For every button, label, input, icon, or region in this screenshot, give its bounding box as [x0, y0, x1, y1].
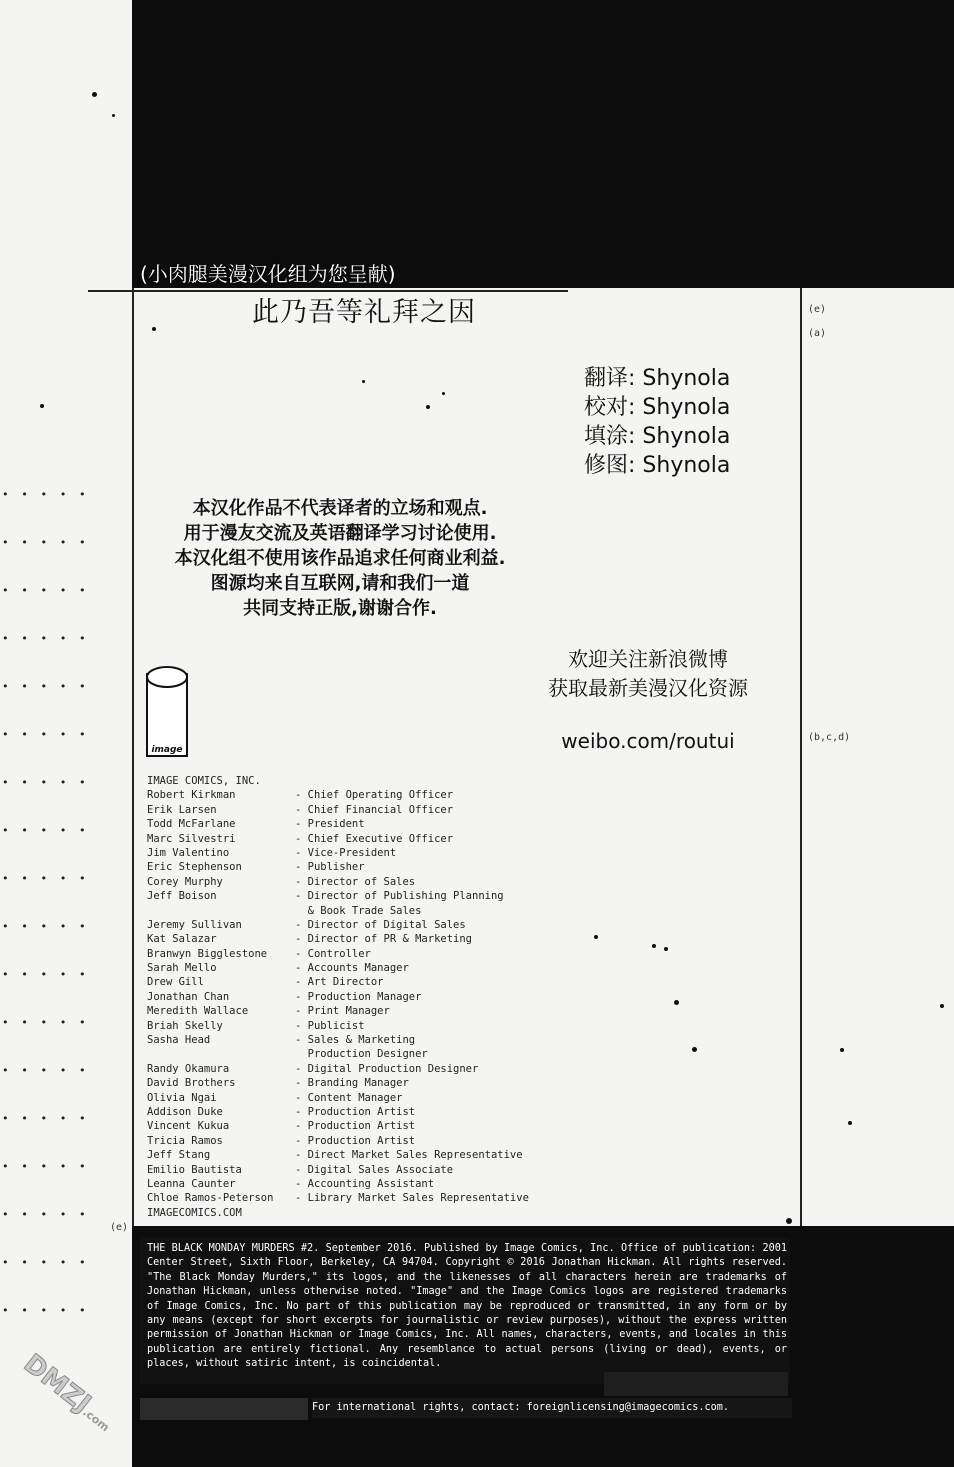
staff-role: - Publisher	[295, 861, 365, 874]
edge-label-e-bottom: (e)	[110, 1222, 129, 1233]
credit-name: Shynola	[642, 395, 731, 420]
staff-row	[147, 961, 409, 975]
redaction-bar	[604, 1372, 788, 1396]
staff-row	[147, 1148, 523, 1162]
staff-name: Addison Duke	[147, 1105, 223, 1118]
dot-row: • • • • •	[2, 680, 89, 693]
staff-role: - Director of PR & Marketing	[295, 933, 473, 946]
staff-row	[147, 1019, 365, 1033]
staff-name: Corey Murphy	[147, 875, 223, 888]
staff-name: Robert Kirkman	[147, 789, 236, 802]
staff-name: Sarah Mello	[147, 962, 217, 975]
staff-name: IMAGECOMICS.COM	[147, 1206, 242, 1219]
dot-row: • • • • •	[2, 1016, 89, 1029]
staff-role: - Content Manager	[295, 1091, 403, 1104]
staff-name: Jim Valentino	[147, 846, 230, 859]
staff-row	[147, 975, 384, 989]
staff-name: Drew Gill	[147, 976, 204, 989]
dot-row: • • • • •	[2, 1064, 89, 1077]
staff-role: - Chief Executive Officer	[295, 832, 454, 845]
staff-role: - Chief Operating Officer	[295, 789, 454, 802]
weibo-promo	[530, 645, 766, 753]
staff-row	[147, 932, 473, 946]
staff-row	[147, 1033, 416, 1047]
redaction-bar	[140, 1398, 308, 1420]
staff-name: Meredith Wallace	[147, 1005, 249, 1018]
staff-role: - Production Manager	[295, 990, 422, 1003]
staff-role: - Accounts Manager	[295, 962, 409, 975]
dot-row: • • • • •	[2, 872, 89, 885]
speckle	[152, 327, 156, 331]
disclaimer-line: 本汉化作品不代表译者的立场和观点.	[192, 498, 488, 519]
speckle	[664, 947, 668, 951]
page-title: 此乃吾等礼拜之因	[252, 297, 476, 328]
dot-row: • • • • •	[2, 488, 89, 501]
staff-role: - Chief Financial Officer	[295, 803, 454, 816]
staff-row	[147, 846, 397, 860]
staff-row	[147, 1047, 428, 1061]
edge-label-e: (e)	[808, 304, 827, 315]
staff-role: - Library Market Sales Representative	[295, 1192, 529, 1205]
staff-name: Vincent Kukua	[147, 1120, 230, 1133]
staff-role: - Branding Manager	[295, 1077, 409, 1090]
staff-row	[147, 1191, 529, 1205]
dot-row: • • • • •	[2, 968, 89, 981]
speckle	[112, 114, 115, 117]
dot-row: • • • • •	[2, 1208, 89, 1221]
weibo-line-2: 获取最新美漫汉化资源	[548, 676, 748, 700]
dot-row: • • • • •	[2, 776, 89, 789]
staff-name: Leanna Caunter	[147, 1177, 236, 1190]
staff-row	[147, 1119, 416, 1133]
staff-row	[147, 1206, 261, 1220]
staff-row	[147, 803, 454, 817]
dot-row: • • • • •	[2, 632, 89, 645]
dot-row: • • • • •	[2, 584, 89, 597]
disclaimer-line: 共同支持正版,谢谢合作.	[243, 598, 437, 619]
speckle	[840, 1048, 844, 1052]
credit-name: Shynola	[642, 424, 731, 449]
speckle	[692, 1047, 697, 1052]
dot-row: • • • • •	[2, 920, 89, 933]
staff-row	[147, 904, 422, 918]
staff-role: - Production Artist	[295, 1120, 416, 1133]
company-heading: IMAGE COMICS, INC.	[147, 775, 261, 787]
staff-row	[147, 832, 454, 846]
staff-role: - Production Artist	[295, 1105, 416, 1118]
edge-label-bcd: (b,c,d)	[808, 732, 851, 743]
staff-role: - Controller	[295, 947, 371, 960]
speckle	[674, 1000, 679, 1005]
speckle	[848, 1121, 852, 1125]
speckle	[442, 392, 445, 395]
scanlation-group-name: (小肉腿美漫汉化组为您呈献)	[140, 262, 396, 286]
staff-role: - Sales & Marketing	[295, 1034, 416, 1047]
speckle	[652, 944, 656, 948]
staff-row	[147, 1062, 479, 1076]
staff-row	[147, 875, 416, 889]
staff-role: - Direct Market Sales Representative	[295, 1149, 523, 1162]
staff-row	[147, 1134, 416, 1148]
site-watermark	[18, 1349, 120, 1438]
staff-name: Olivia Ngai	[147, 1091, 217, 1104]
staff-name: Jeremy Sullivan	[147, 918, 242, 931]
image-comics-logo	[146, 666, 188, 758]
staff-name: Branwyn Bigglestone	[147, 947, 268, 960]
staff-row	[147, 817, 365, 831]
speckle	[786, 1218, 792, 1224]
staff-role: - Accounting Assistant	[295, 1177, 435, 1190]
staff-row	[147, 1091, 403, 1105]
dot-row: • • • • •	[2, 1304, 89, 1317]
dot-row: • • • • •	[2, 1256, 89, 1269]
staff-name: Randy Okamura	[147, 1062, 230, 1075]
credit-label: 校对	[584, 395, 629, 420]
speckle	[594, 935, 598, 939]
speckle	[362, 380, 365, 383]
disclaimer-line: 本汉化组不使用该作品追求任何商业利益.	[174, 548, 506, 569]
staff-role: - Director of Digital Sales	[295, 918, 466, 931]
dot-row: • • • • •	[2, 824, 89, 837]
staff-name: Tricia Ramos	[147, 1134, 223, 1147]
staff-row	[147, 889, 504, 903]
credit-name: Shynola	[642, 366, 731, 391]
staff-row	[147, 1163, 454, 1177]
staff-name: Sasha Head	[147, 1034, 211, 1047]
staff-role: - Director of Sales	[295, 875, 416, 888]
left-border-line	[132, 288, 134, 1228]
staff-role: - Print Manager	[295, 1005, 390, 1018]
staff-name: Jonathan Chan	[147, 990, 230, 1003]
staff-row	[147, 947, 371, 961]
top-black-band	[132, 0, 954, 288]
disclaimer-line: 图源均来自互联网,请和我们一道	[210, 573, 470, 594]
dot-row: • • • • •	[2, 536, 89, 549]
credit-label: 修图	[584, 453, 629, 478]
staff-name: Chloe Ramos-Peterson	[147, 1192, 274, 1205]
staff-row	[147, 990, 422, 1004]
legal-notice: THE BLACK MONDAY MURDERS #2. September 2016. Published by Image Comics, Inc. Office of publication: 2001 Center Street, Sixth Floor, Berkeley, CA 94704. Copyright © 2016 Jonathan Hickman. All rights reserved. "The Black Monday Murders," its logos, and the likenesses of all characters herein are trademarks of Jonathan Hickman, unless otherwise noted. "Image" and the Image Comics logos are registered trademarks of Image Comics, Inc. No part of this publication may be reproduced or transmitted, in any form or by any means (except for short excerpts for journalistic or review purposes), without the express written permission of Jonathan Hickman or Image Comics, Inc. All names, characters, events, and locales in this publication are entirely fictional. Any resemblance to actual persons (living or dead), events, or places, without satiric intent, is coincidental.	[147, 1243, 787, 1370]
staff-role: Production Designer	[295, 1048, 428, 1061]
dot-row: • • • • •	[2, 1112, 89, 1125]
staff-row	[147, 788, 454, 802]
staff-name: Jeff Boison	[147, 890, 217, 903]
credit-label: 填涂	[584, 424, 629, 449]
credit-label: 翻译	[584, 366, 629, 391]
edge-label-a: (a)	[808, 328, 827, 339]
staff-name: Marc Silvestri	[147, 832, 236, 845]
staff-row	[147, 1177, 435, 1191]
staff-role: - Production Artist	[295, 1134, 416, 1147]
speckle	[940, 1004, 944, 1008]
staff-row	[147, 1004, 390, 1018]
rights-contact: For international rights, contact: foreignlicensing@imagecomics.com.	[312, 1398, 792, 1418]
credit-row: 修图: Shynola	[584, 453, 731, 478]
staff-row	[147, 1105, 416, 1119]
credit-name: Shynola	[642, 453, 731, 478]
speckle	[92, 92, 97, 97]
staff-row	[147, 918, 466, 932]
translation-credits	[584, 364, 730, 480]
disclaimer	[150, 496, 530, 621]
staff-name: Emilio Bautista	[147, 1163, 242, 1176]
staff-role: - Digital Sales Associate	[295, 1163, 454, 1176]
weibo-link[interactable]: weibo.com/routui	[561, 729, 735, 753]
staff-role: - Vice-President	[295, 846, 397, 859]
staff-role: - Art Director	[295, 976, 384, 989]
staff-name: David Brothers	[147, 1077, 236, 1090]
credit-row: 翻译: Shynola	[584, 366, 731, 391]
staff-name: Eric Stephenson	[147, 861, 242, 874]
dot-row: • • • • •	[2, 728, 89, 741]
watermark-sub: .com	[80, 1405, 112, 1435]
staff-name: Jeff Stang	[147, 1149, 211, 1162]
right-border-line	[800, 288, 802, 1228]
staff-role: - Publicist	[295, 1019, 365, 1032]
speckle	[426, 405, 430, 409]
credit-row: 校对: Shynola	[584, 395, 731, 420]
staff-name: Briah Skelly	[147, 1019, 223, 1032]
staff-name: Erik Larsen	[147, 803, 217, 816]
weibo-line-1: 欢迎关注新浪微博	[568, 647, 728, 671]
disclaimer-line: 用于漫友交流及英语翻译学习讨论使用.	[183, 523, 497, 544]
staff-name: Todd McFarlane	[147, 818, 236, 831]
dot-row: • • • • •	[2, 1160, 89, 1173]
staff-name: Kat Salazar	[147, 933, 217, 946]
staff-role: - President	[295, 818, 365, 831]
logo-text: image	[151, 745, 183, 755]
speckle	[40, 404, 44, 408]
staff-list	[147, 774, 529, 1220]
staff-role: - Director of Publishing Planning	[295, 890, 504, 903]
credit-row: 填涂: Shynola	[584, 424, 731, 449]
staff-row	[147, 860, 365, 874]
staff-role: - Digital Production Designer	[295, 1062, 479, 1075]
staff-row	[147, 1076, 409, 1090]
staff-role: & Book Trade Sales	[295, 904, 422, 917]
watermark-main: DMZJ	[17, 1348, 97, 1420]
